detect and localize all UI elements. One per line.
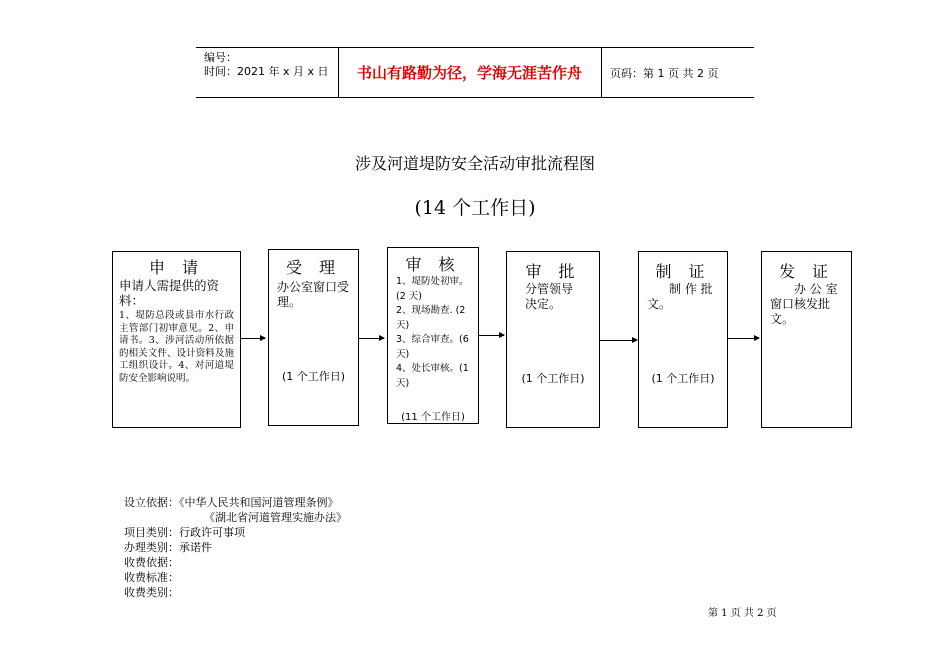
page-title: 涉及河道堤防安全活动审批流程图 — [354, 154, 595, 173]
step-heading: 申 请 — [148, 258, 205, 277]
step-text: 办公室窗口受理。 — [277, 280, 350, 309]
fee-standard: 收费标准： — [124, 571, 179, 584]
motto-text: 书山有路勤为径，学海无涯苦作舟 — [356, 64, 582, 82]
step-apply — [112, 251, 241, 428]
step-heading: 发 证 — [778, 262, 835, 281]
step-duration: (1 个工作日) — [521, 372, 585, 385]
header-meta — [196, 48, 339, 97]
step-heading: 审 批 — [525, 262, 581, 281]
step-text: 分管领导决定。 — [525, 282, 574, 311]
step-accept — [268, 249, 359, 426]
time-label: 时间：2021 年 x 月 x 日 — [204, 65, 329, 78]
step-text: 制 作 批 文。 — [647, 282, 713, 311]
step-detail: 1、堤防总段或县市水行政主管部门初审意见。2、申请书。3、涉河活动所依据的相关文件、设计资料及施工组织设计。4、对河道堤防安全影响说明。 — [119, 310, 234, 384]
fee-type: 收费类别： — [124, 586, 179, 599]
page-label: 页码：第 1 页 共 2 页 — [610, 67, 719, 80]
basis-line1: 设立依据：《中华人民共和国河道管理条例》 — [124, 496, 339, 509]
step-text: 申请人需提供的资料： — [119, 278, 220, 308]
step-heading: 审 核 — [405, 255, 461, 274]
arrow-4 — [599, 340, 637, 341]
header-page-cell — [601, 48, 755, 97]
arrow-1 — [241, 338, 265, 339]
arrow-5 — [727, 338, 759, 339]
step-review — [387, 247, 479, 424]
step-detail: 1、堤防处初审。(2 天) 2、现场勘查. (2 天) 3、综合审查。(6 天) 4、处长审核。(1 天) — [396, 276, 469, 389]
serial-label: 编号： — [204, 51, 237, 64]
page-subtitle: (14 个工作日) — [414, 197, 536, 219]
step-deliver — [761, 251, 852, 428]
fee-basis: 收费依据： — [124, 556, 179, 569]
document-header — [196, 47, 754, 98]
step-duration: (1 个工作日) — [281, 370, 346, 383]
step-heading: 制 证 — [655, 262, 711, 281]
approval-basis — [124, 495, 347, 600]
basis-line2: 《湖北省河道管理实施办法》 — [204, 511, 347, 524]
step-approve — [506, 251, 600, 428]
arrow-3 — [478, 335, 504, 336]
step-duration: (1 个工作日) — [651, 372, 715, 385]
step-heading: 受 理 — [285, 258, 342, 277]
step-issue-document — [638, 251, 728, 428]
project-type: 项目类别：行政许可事项 — [124, 526, 245, 539]
arrow-2 — [359, 338, 384, 339]
page-footer: 第 1 页 共 2 页 — [708, 608, 777, 619]
handle-type: 办理类别：承诺件 — [124, 541, 212, 554]
step-duration: (11 个工作日) — [401, 412, 465, 423]
step-text: 办 公 室 窗口核发批文。 — [770, 282, 838, 326]
